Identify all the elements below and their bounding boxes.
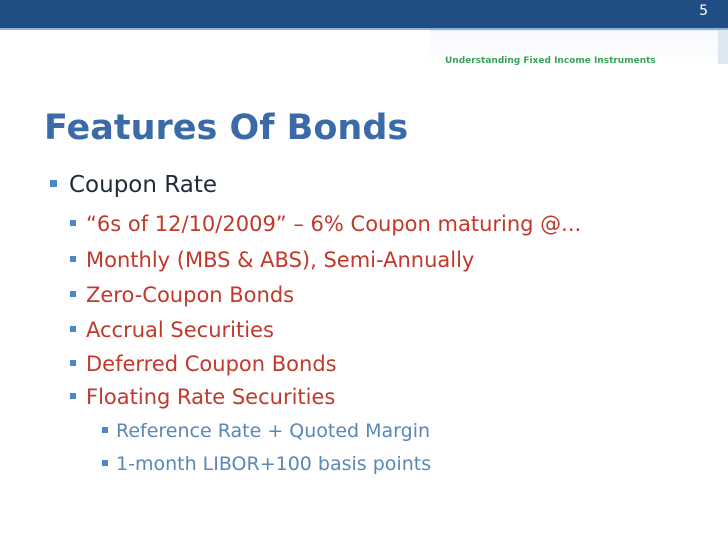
bullet-square-icon (70, 393, 76, 399)
bullet-square-icon (70, 360, 76, 366)
slide-header: Understanding Fixed Income Instruments (445, 56, 656, 66)
bullet-square-icon (70, 256, 76, 262)
bullet-floating: Floating Rate Securities (70, 385, 335, 409)
bullet-libor: 1-month LIBOR+100 basis points (102, 453, 431, 475)
page-number: 5 (699, 3, 708, 19)
bullet-deferred: Deferred Coupon Bonds (70, 352, 337, 376)
bullet-square-icon (50, 180, 57, 187)
slide-title: Features Of Bonds (44, 108, 409, 148)
bullet-accrual: Accrual Securities (70, 318, 274, 342)
bullet-square-icon (70, 220, 76, 226)
right-accent (718, 30, 728, 64)
bullet-square-icon (102, 427, 108, 433)
bullet-square-icon (70, 291, 76, 297)
bullet-reference-rate: Reference Rate + Quoted Margin (102, 420, 430, 442)
bullet-square-icon (102, 460, 108, 466)
bullet-zero-coupon: Zero-Coupon Bonds (70, 283, 294, 307)
bullet-square-icon (70, 326, 76, 332)
bullet-6s-coupon: “6s of 12/10/2009” – 6% Coupon maturing @... (70, 212, 581, 236)
bullet-coupon-rate: Coupon Rate (50, 172, 217, 198)
top-bar (0, 0, 728, 28)
bullet-monthly: Monthly (MBS & ABS), Semi-Annually (70, 248, 474, 272)
